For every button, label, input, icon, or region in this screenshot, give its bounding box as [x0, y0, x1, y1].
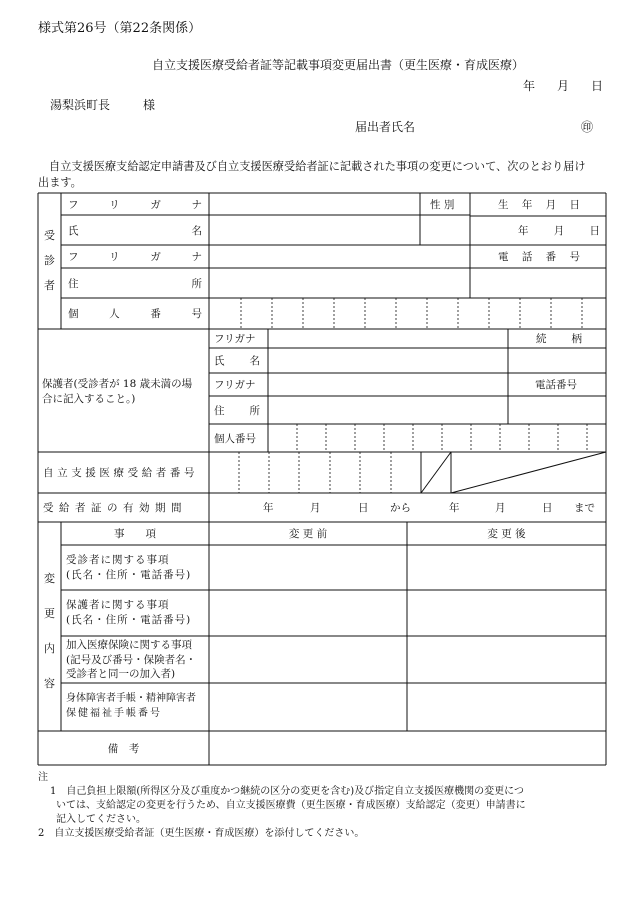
- notes-heading: 注: [38, 772, 48, 783]
- patient-char: 診: [44, 253, 55, 267]
- label-char: 内: [44, 641, 55, 655]
- patient-name-label: [68, 215, 202, 245]
- row-line: 受診者と同一の加入者): [66, 668, 176, 680]
- label-char: 月: [545, 199, 557, 211]
- patient-char: 受: [44, 228, 55, 242]
- remarks-label: 備 考: [107, 742, 140, 755]
- label-char: ガ: [150, 198, 161, 211]
- recipient-number-label: 自立支援医療受給者番号: [43, 467, 199, 479]
- changes-row-patient: [66, 553, 191, 583]
- label-char: 個: [68, 308, 79, 320]
- label-char: 容: [44, 676, 55, 690]
- label-char: リ: [109, 251, 120, 263]
- changes-row-insurance: [66, 638, 196, 682]
- patient-birthdate-field[interactable]: [518, 216, 600, 245]
- validity-part: 日: [358, 502, 369, 514]
- label-char: フ: [68, 251, 79, 263]
- validity-part: 年: [263, 502, 274, 514]
- note-1-line3: 記入してください。: [56, 814, 146, 825]
- label-char: 氏: [68, 224, 79, 237]
- applicant-name-label: 届出者氏名: [355, 120, 416, 134]
- label-char: 人: [109, 308, 120, 320]
- validity-label: 受給者証の有効期間: [43, 502, 187, 514]
- label-char: 年: [521, 199, 533, 211]
- validity-part: 月: [310, 502, 321, 514]
- guardian-furigana-label: フリガナ: [214, 333, 256, 345]
- date-month: 月: [556, 79, 569, 93]
- label-char: 住: [68, 277, 79, 290]
- intro-text-line1: 自立支援医療支給認定申請書及び自立支援医療受給者証に記載された事項の変更について、次のとおり届け: [49, 160, 586, 173]
- row-line: 加入医療保険に関する事項: [66, 639, 192, 651]
- label-char: 号: [191, 308, 202, 320]
- addressee-suffix: 様: [143, 98, 156, 112]
- guardian-section-label-line1: 保護者(受診者が 18 歳未満の場: [42, 378, 193, 390]
- label-char: ナ: [191, 198, 202, 211]
- changes-row-handbook: [66, 691, 196, 721]
- label-char: 月: [553, 225, 565, 237]
- note-1-line2: いては、支給認定の変更を行うため、自立支援医療費（更生医療・育成医療）支給認定（変更）申請書に: [56, 800, 526, 811]
- label-char: 変: [44, 571, 55, 585]
- label-char: 日: [569, 199, 580, 211]
- validity-part: 月: [495, 502, 506, 514]
- validity-part: 年: [449, 502, 460, 514]
- guardian-address-label: [214, 396, 260, 424]
- validity-period-field[interactable]: [209, 493, 606, 522]
- label-char: 電: [498, 251, 509, 263]
- form-number: 様式第26号（第22条関係）: [38, 21, 202, 36]
- label-char: ガ: [150, 251, 161, 263]
- guardian-phone-label: 電話番号: [535, 379, 577, 391]
- date-year: 年: [523, 79, 536, 93]
- patient-furigana-label: [68, 193, 202, 215]
- note-2: 2 自立支援医療受給者証（更生医療・育成医療）を添付してください。: [38, 828, 365, 839]
- label-char: 柄: [571, 333, 582, 345]
- label-char: 所: [191, 277, 202, 290]
- patient-address-furigana-label: [68, 245, 202, 268]
- patient-mynumber-label: [68, 298, 202, 329]
- form-title: 自立支援医療受給者証等記載事項変更届出書（更生医療・育成医療）: [152, 58, 525, 72]
- row-line: (氏名・住所・電話番号): [66, 569, 192, 581]
- row-line: 受診者に関する事項: [66, 554, 170, 566]
- guardian-relation-label: [536, 329, 582, 348]
- validity-part: から: [390, 502, 411, 514]
- changes-row-guardian: [66, 598, 191, 628]
- guardian-name-label: [214, 348, 260, 373]
- guardian-mynumber-label: 個人番号: [214, 432, 256, 445]
- label-char: 更: [44, 606, 55, 620]
- note-1-line1: 1 自己負担上限額(所得区分及び重度かつ継続の区分の変更を含む)及び指定自立支援医療機関の変更につ: [50, 786, 524, 797]
- guardian-section-label-line2: 合に記入すること。): [42, 393, 136, 405]
- patient-sex-label: 性 別: [430, 198, 455, 211]
- intro-text-line2: 出ます。: [38, 176, 82, 189]
- label-char: 番: [150, 308, 161, 320]
- addressee: 湯梨浜町長: [50, 98, 111, 112]
- label-char: 番: [545, 251, 557, 263]
- validity-part: 日: [542, 502, 553, 514]
- label-char: 生: [498, 199, 509, 211]
- label-char: 住: [214, 404, 225, 417]
- row-line: 保健福祉手帳番号: [66, 708, 162, 719]
- label-char: 所: [249, 404, 260, 417]
- changes-section-label: [38, 560, 61, 700]
- label-char: 名: [249, 355, 260, 367]
- changes-before-header: 変 更 前: [288, 528, 328, 540]
- validity-part: まで: [574, 502, 595, 514]
- patient-section-label: [38, 222, 61, 298]
- row-line: (記号及び番号・保険者名・: [66, 653, 197, 666]
- patient-birthdate-label: [498, 193, 580, 216]
- date-day: 日: [590, 79, 603, 93]
- changes-item-header: 事 項: [114, 528, 156, 540]
- row-line: 身体障害者手帳・精神障害者: [66, 693, 196, 704]
- label-char: 名: [191, 224, 202, 237]
- label-char: 話: [521, 251, 533, 263]
- label-char: リ: [109, 198, 120, 211]
- patient-char: 者: [44, 279, 55, 293]
- label-char: ナ: [191, 251, 202, 263]
- label-char: 続: [536, 333, 547, 345]
- patient-address-label: [68, 268, 202, 298]
- patient-phone-label: [498, 245, 580, 268]
- label-char: フ: [68, 198, 79, 211]
- row-line: 保護者に関する事項: [66, 599, 170, 611]
- row-line: (氏名・住所・電話番号): [66, 614, 192, 626]
- label-char: 号: [569, 251, 580, 263]
- guardian-address-furigana-label: フリガナ: [214, 379, 256, 391]
- label-char: 氏: [214, 355, 225, 367]
- changes-after-header: 変 更 後: [487, 528, 526, 540]
- seal-mark: ㊞: [581, 120, 594, 134]
- label-char: 年: [518, 225, 529, 237]
- label-char: 日: [589, 225, 600, 237]
